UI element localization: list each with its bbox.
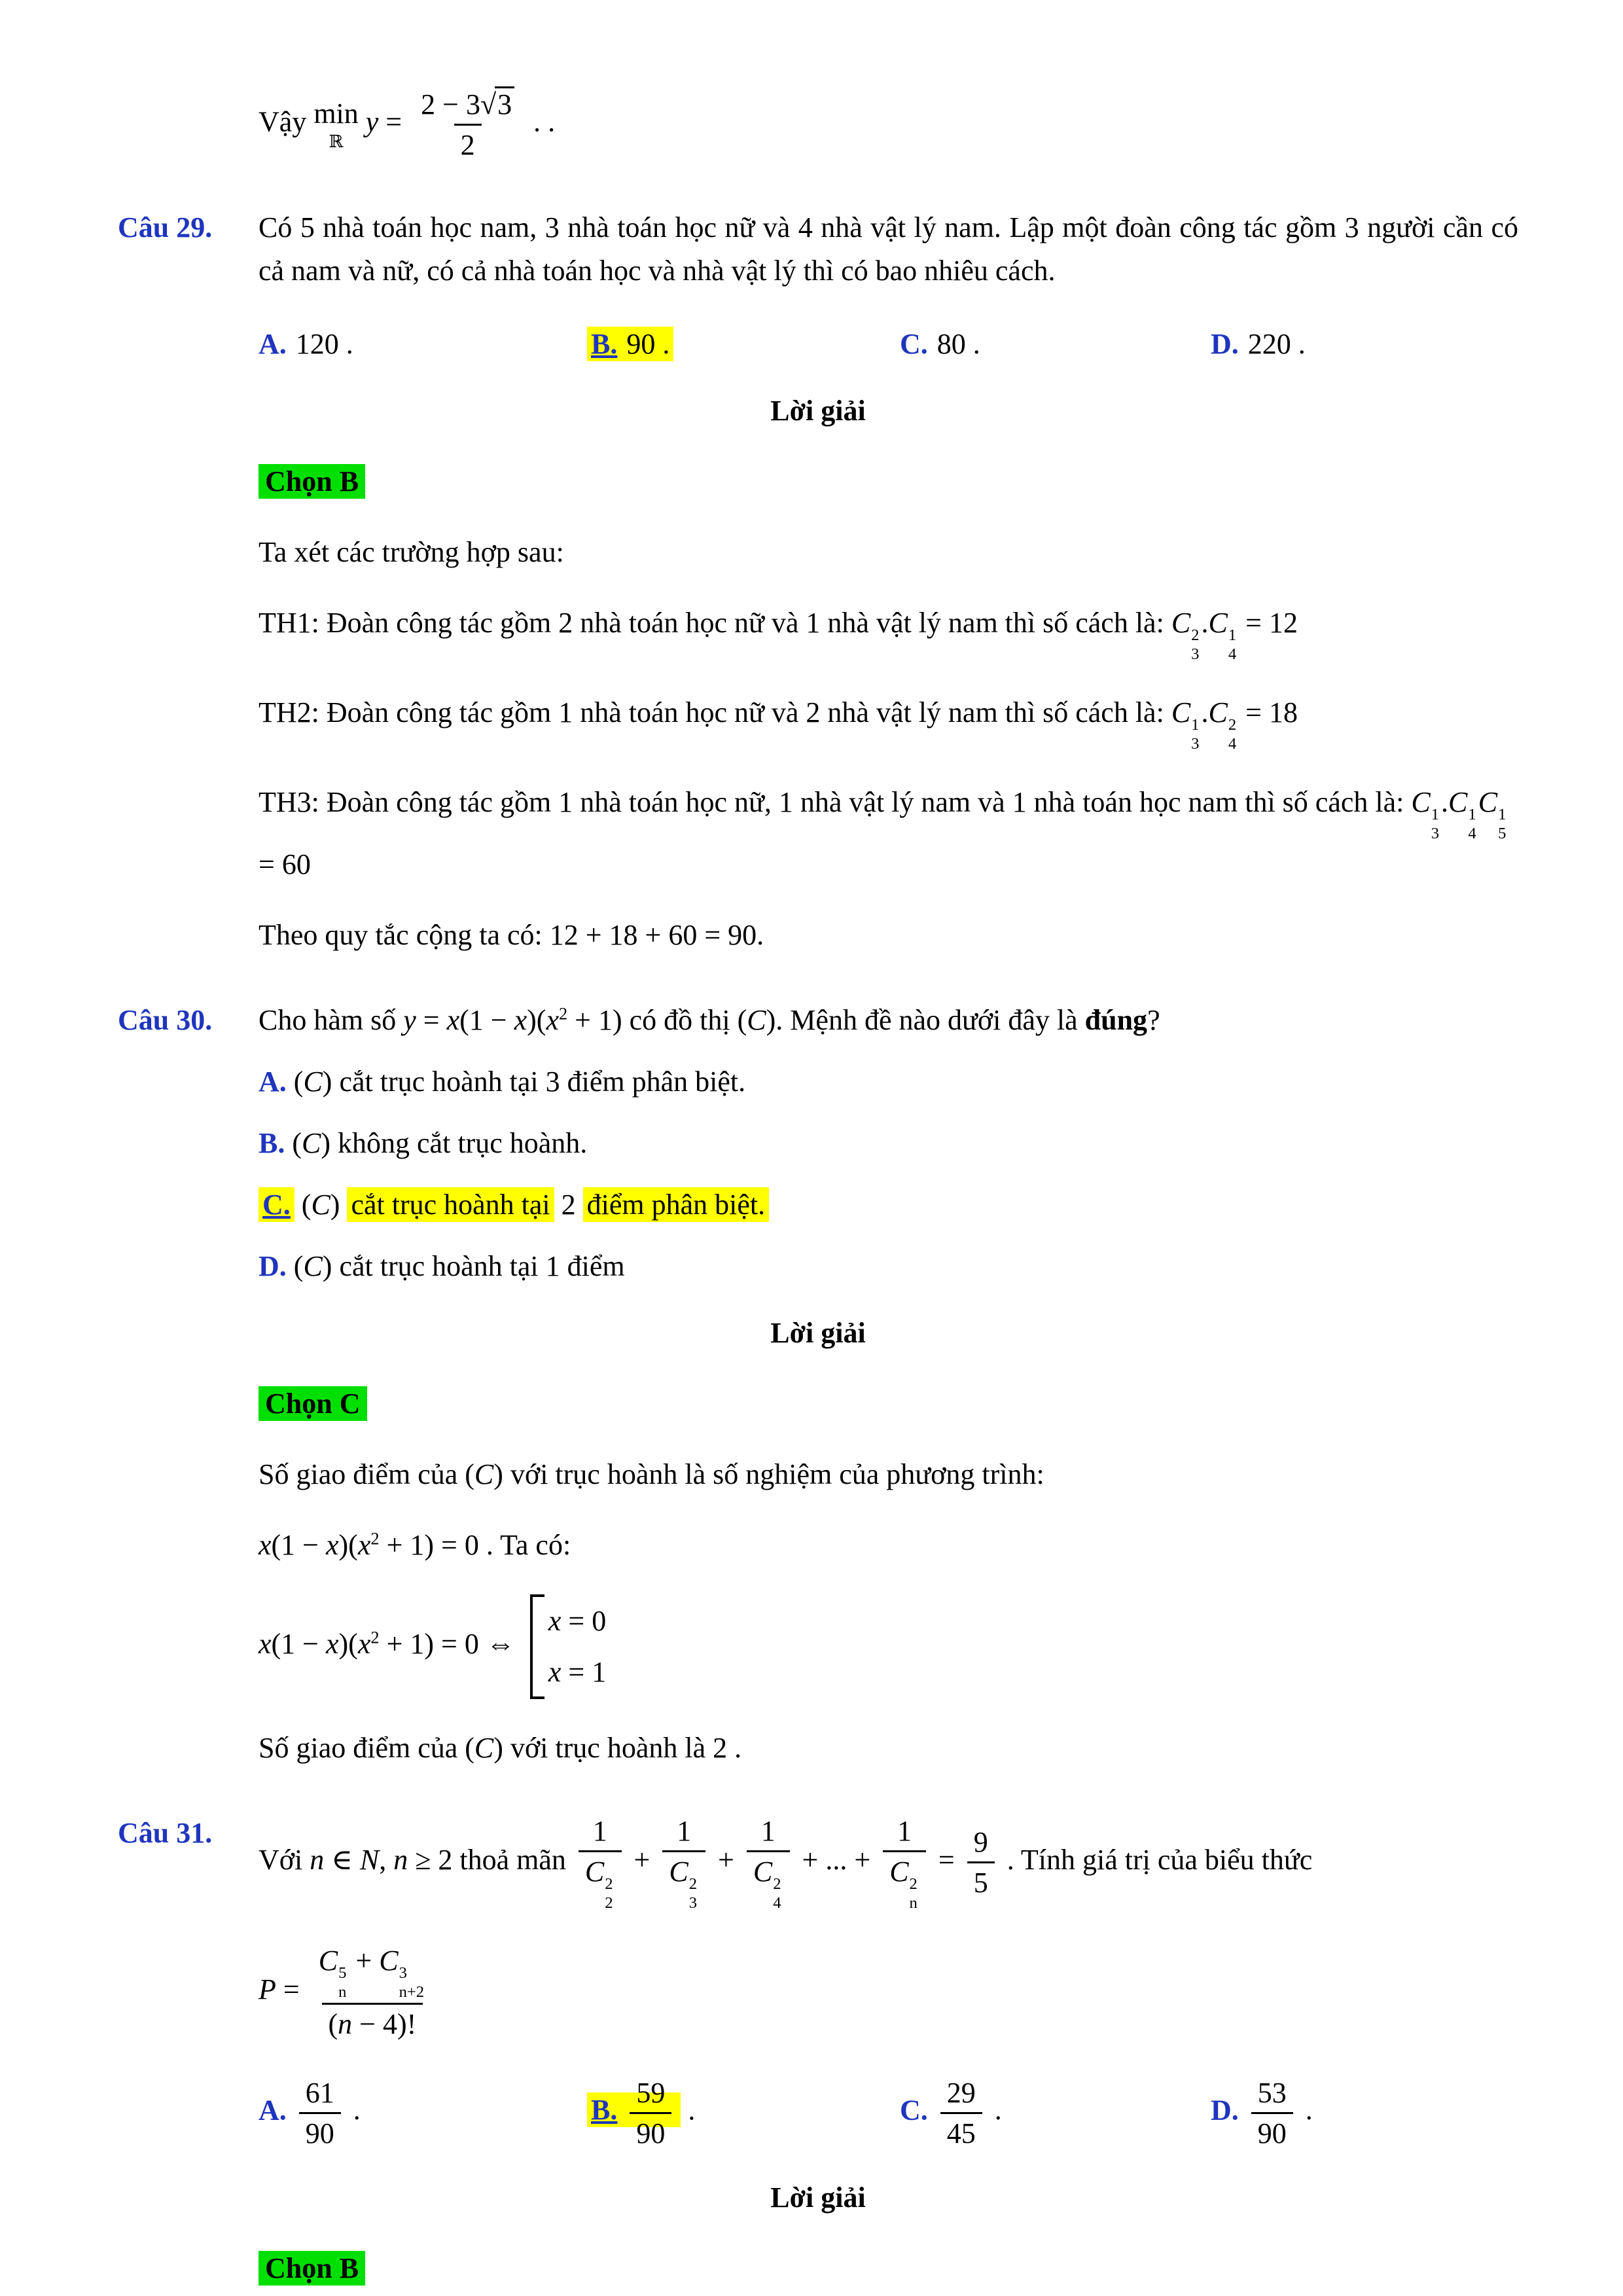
formula-C-symbol: (C) [293,1249,332,1282]
question-30-post: . Mệnh đề nào dưới đây là [776,1003,1085,1036]
answer-text-D: 220 . [1247,328,1306,360]
option-text-A: cắt trục hoành tại 3 điểm phân biệt. [332,1065,746,1098]
answer-value-D: $\frac{53}{90}$ . [1246,2094,1313,2126]
question-30-bold-word: đúng [1084,1003,1148,1036]
answer-letter-A: A. [259,2094,287,2126]
chon-30 [259,1382,1518,1426]
question-30-mid: có đồ thị [622,1003,738,1036]
chosen-answer-badge: Chọn B [259,2251,365,2286]
formula-C-symbol: (C) [292,1126,331,1159]
solution-30-eq1: $x(1 - x)(x^2 + 1) = 0$ . Ta có: [259,1528,571,1561]
question-31-row [118,1812,1518,1914]
option-text-C-seg2: điểm phân biệt. [583,1187,770,1222]
answer-letter-B: B. [591,328,618,360]
solution-30-line1 [259,1453,1518,1496]
question-30-row [118,999,1518,1042]
solution-30-line3-pre: Số giao điểm của [259,1731,465,1764]
solution-30-line3 [259,1727,1518,1770]
question-30-label: Câu 30. [118,1003,213,1036]
question-29-label: Câu 29. [118,211,213,243]
loi-giai-heading-29: Lời giải [770,395,866,427]
answer-letter-C: C. [900,328,928,360]
formula-function: $y = x(1 - x)(x^2 + 1)$ [403,1003,622,1036]
answer-letter-C: C. [900,2094,928,2126]
question-30-text [259,999,1518,1042]
option-text-C-mid: 2 [554,1188,583,1221]
loi-giai-heading-31: Lời giải [770,2181,866,2214]
question-30-block [118,999,1518,1770]
formula-C-symbol: (C) [465,1731,503,1764]
solution-30-eq2: $x(1 - x)(x^2 + 1) = 0$ ⇔ x = 0 x = 1 [259,1594,1518,1699]
option-text-D: cắt trục hoành tại 1 điểm [332,1249,625,1282]
answer-29-D [1211,323,1518,366]
solution-30-line1-post: với trục hoành là số nghiệm của phương trình: [503,1458,1044,1490]
answer-letter-A: A. [259,328,287,360]
answer-29-C [900,323,1211,366]
answer-value-A: $\frac{61}{90}$ . [294,2094,361,2126]
answer-value-C: $\frac{29}{45}$ . [935,2094,1002,2126]
answer-B-after: . [681,2094,696,2126]
option-letter-highlight [259,1187,294,1222]
option-letter-C: C. [262,1188,291,1221]
question-31-text: Với n ∈ N, n ≥ 2 thoả mãn 1 C 2 2 + 1 C 2 3 + 1 C 2 4 + ... + 1 C 2 n = $\frac{9}{5}$ . Tính giá trị của biểu thức [259,1812,1518,1914]
question-31-answers [259,2073,1518,2153]
answer-letter-D: D. [1211,328,1239,360]
answer-letter-D: D. [1211,2094,1239,2126]
formula-C-symbol: (C) [293,1065,332,1098]
answer-highlight [587,327,673,361]
question-31-P-formula: P = C 5 n + C 3 n+2 (n − 4)! [259,1941,1518,2043]
chon-31 [259,2247,1518,2290]
option-30-B [259,1122,1518,1165]
answer-text-B: 90 . [626,328,670,360]
question-30-end: ? [1147,1003,1160,1036]
solution-29-th1: TH1: Đoàn công tác gồm 2 nhà toán học nữ và 1 nhà vật lý nam thì số cách là: C 2 3 .C 1 4 = 12 [259,607,1298,663]
answer-31-A [259,2073,587,2153]
answer-letter-B: B. [591,2094,618,2126]
question-29-row [118,206,1518,293]
formula-min-result: Vậy min ℝ y = $\frac{2 - 3√3}{2}$ . . [259,85,1518,164]
question-29-text: Có 5 nhà toán học nam, 3 nhà toán học nữ và 4 nhà vật lý nam. Lập một đoàn công tác gồm 3 người cần có cả nam và nữ, có cả nhà toán học và nhà vật lý thì có bao nhiêu cách. [259,211,1518,287]
answer-text-A: 120 . [295,328,353,360]
answer-value-B: $\frac{59}{90}$ [624,2094,677,2126]
formula-C-symbol: (C) [301,1188,340,1221]
answer-29-B-correct [587,323,900,366]
solution-30-line3-post: với trục hoành là 2 . [503,1731,742,1764]
option-text-B: không cắt trục hoành. [330,1126,588,1159]
option-30-D [259,1245,1518,1288]
chon-29 [259,460,1518,503]
answer-31-C [900,2073,1211,2153]
solution-29-intro: Ta xét các trường hợp sau: [259,536,564,568]
solution-29-sum: Theo quy tắc cộng ta có: 12 + 18 + 60 = 90. [259,918,764,951]
answer-31-D [1211,2073,1518,2153]
option-text-C-seg1: cắt trục hoành tại [347,1187,554,1222]
question-29-answers [259,323,1518,366]
answer-highlight [587,2076,681,2149]
question-31-block [118,1812,1518,2290]
option-letter-D: D. [259,1249,287,1282]
option-30-C-correct [259,1183,1518,1227]
answer-text-C: 80 . [936,328,980,360]
question-31-label: Câu 31. [118,1816,213,1849]
formula-C-symbol: (C) [465,1458,503,1490]
question-30-pre: Cho hàm số [259,1003,404,1036]
chosen-answer-badge: Chọn C [259,1386,367,1421]
chosen-answer-badge: Chọn B [259,464,365,499]
formula-C-symbol: (C) [737,1003,776,1036]
answer-31-B-correct [587,2073,900,2153]
solution-29-th3: TH3: Đoàn công tác gồm 1 nhà toán học nữ, 1 nhà vật lý nam và 1 nhà toán học nam thì số cách là: C 1 3 .C 1 4 C 1 5 = 60 [259,785,1507,880]
answer-29-A [259,323,587,366]
question-29-block [118,206,1518,957]
option-letter-A: A. [259,1065,287,1098]
option-30-A [259,1060,1518,1103]
solution-29-th2: TH2: Đoàn công tác gồm 1 nhà toán học nữ và 2 nhà vật lý nam thì số cách là: C 1 3 .C 2 4 = 18 [259,696,1298,753]
solution-30-line1-pre: Số giao điểm của [259,1458,465,1490]
loi-giai-heading-30: Lời giải [770,1316,866,1349]
option-letter-B: B. [259,1126,285,1159]
